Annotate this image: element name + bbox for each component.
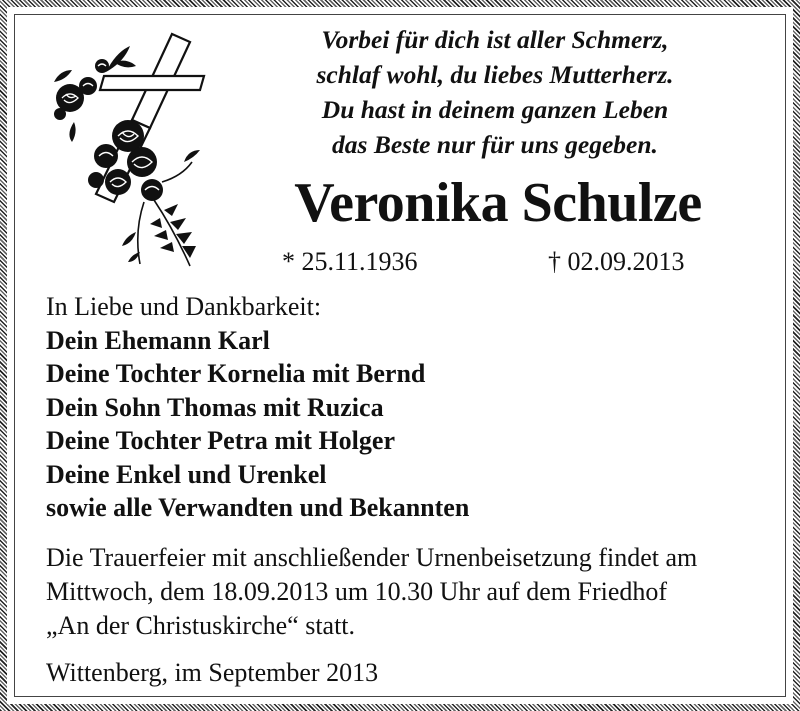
poem-line: Du hast in deinem ganzen Leben: [321, 95, 669, 124]
mourner-item: sowie alle Verwandten und Bekannten: [46, 493, 470, 522]
death-date: † 02.09.2013: [548, 247, 685, 276]
place-and-date: Wittenberg, im September 2013: [46, 658, 379, 687]
funeral-line: Mittwoch, dem 18.09.2013 um 10.30 Uhr auf dem Friedhof: [46, 577, 668, 606]
poem-line: das Beste nur für uns gegeben.: [332, 130, 658, 159]
deceased-name: Veronika Schulze: [294, 172, 702, 234]
mourner-item: Deine Tochter Petra mit Holger: [46, 426, 395, 455]
mourner-item: Dein Ehemann Karl: [46, 325, 270, 355]
mourner-item: Deine Tochter Kornelia mit Bernd: [46, 359, 426, 388]
mourners-list: [46, 290, 469, 525]
funeral-line: Die Trauerfeier mit anschließender Urnenbeisetzung findet am: [46, 543, 698, 572]
poem-line: schlaf wohl, du liebes Mutterherz.: [316, 60, 674, 89]
cross-with-roses-icon: [44, 32, 214, 272]
poem-line: Vorbei für dich ist aller Schmerz,: [321, 25, 669, 54]
funeral-notice: [46, 541, 776, 643]
mourner-item: Dein Sohn Thomas mit Ruzica: [46, 392, 384, 422]
birth-date: * 25.11.1936: [282, 247, 418, 276]
mourners-intro: In Liebe und Dankbarkeit:: [46, 292, 322, 321]
mourner-item: Deine Enkel und Urenkel: [46, 459, 327, 489]
funeral-line: „An der Christuskirche“ statt.: [46, 611, 356, 640]
poem: [250, 22, 740, 162]
